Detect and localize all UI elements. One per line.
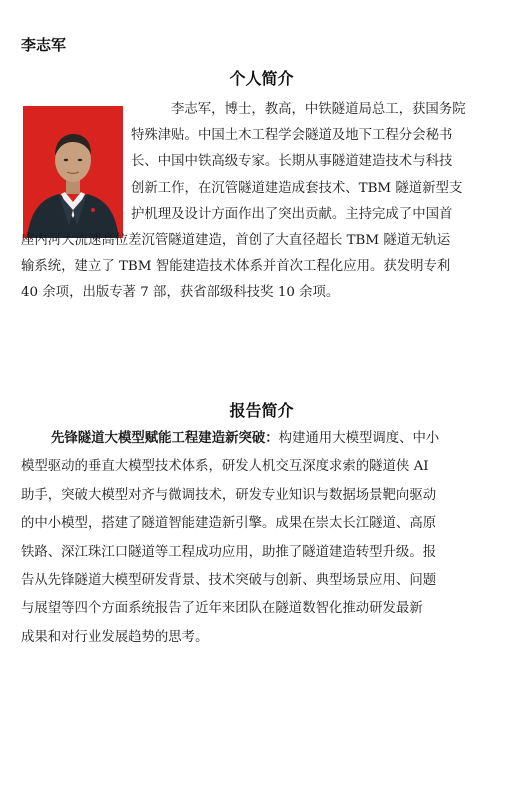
report-line: 构建通用大模型调度、中小 — [278, 431, 440, 446]
bio-line: 李志军，博士，教高，中铁隧道局总工，获国务院 — [171, 102, 466, 117]
bio-line: 护机理及设计方面作出了突出贡献。主持完成了中国首 — [131, 206, 453, 222]
bio-paragraph-bottom — [21, 228, 504, 307]
portrait-photo — [23, 106, 123, 238]
report-line: 告从先锋隧道大模型研发背景、技术突破与创新、典型场景应用、问题 — [21, 573, 437, 589]
bio-line: 长、中国中铁高级专家。长期从事隧道建造技术与科技 — [131, 154, 453, 170]
bio-line: 创新工作，在沉管隧道建造成套技术、TBM 隧道新型支 — [131, 180, 463, 196]
bio-line: 输系统，建立了 TBM 智能建造技术体系并首次工程化应用。获发明专利 — [21, 259, 451, 275]
report-line: 与展望等四个方面系统报告了近年来团队在隧道数智化推动研发最新 — [21, 601, 423, 617]
bio-line: 40 余项，出版专著 7 部，获省部级科技奖 10 余项。 — [21, 285, 340, 301]
report-section-title: 报告简介 — [229, 401, 294, 420]
bio-line: 特殊津贴。中国土木工程学会隧道及地下工程分会秘书 — [131, 128, 453, 144]
report-line: 的中小模型，搭建了隧道智能建造新引擎。成果在崇太长江隧道、高原 — [21, 516, 437, 532]
report-line: 模型驱动的垂直大模型技术体系，研发人机交互深度求索的隧道侠 AI — [21, 459, 429, 475]
bio-section-title: 个人简介 — [229, 69, 294, 88]
bio-line: 座内河大流速高位差沉管隧道建造，首创了大直径超长 TBM 隧道无轨运 — [21, 233, 451, 248]
report-line: 铁路、深江珠江口隧道等工程成功应用，助推了隧道建造转型升级。报 — [21, 544, 437, 560]
person-name: 李志军 — [21, 36, 67, 54]
report-line: 成果和对行业发展趋势的思考。 — [21, 629, 209, 645]
report-line: 助手，突破大模型对齐与微调技术，研发专业知识与数据场景靶向驱动 — [21, 487, 437, 503]
bio-paragraph-top — [131, 97, 504, 228]
portrait-illustration — [23, 106, 123, 238]
talk-title: 先锋隧道大模型赋能工程建造新突破： — [51, 431, 279, 446]
report-paragraph — [21, 425, 507, 652]
report-first-line — [21, 425, 507, 453]
